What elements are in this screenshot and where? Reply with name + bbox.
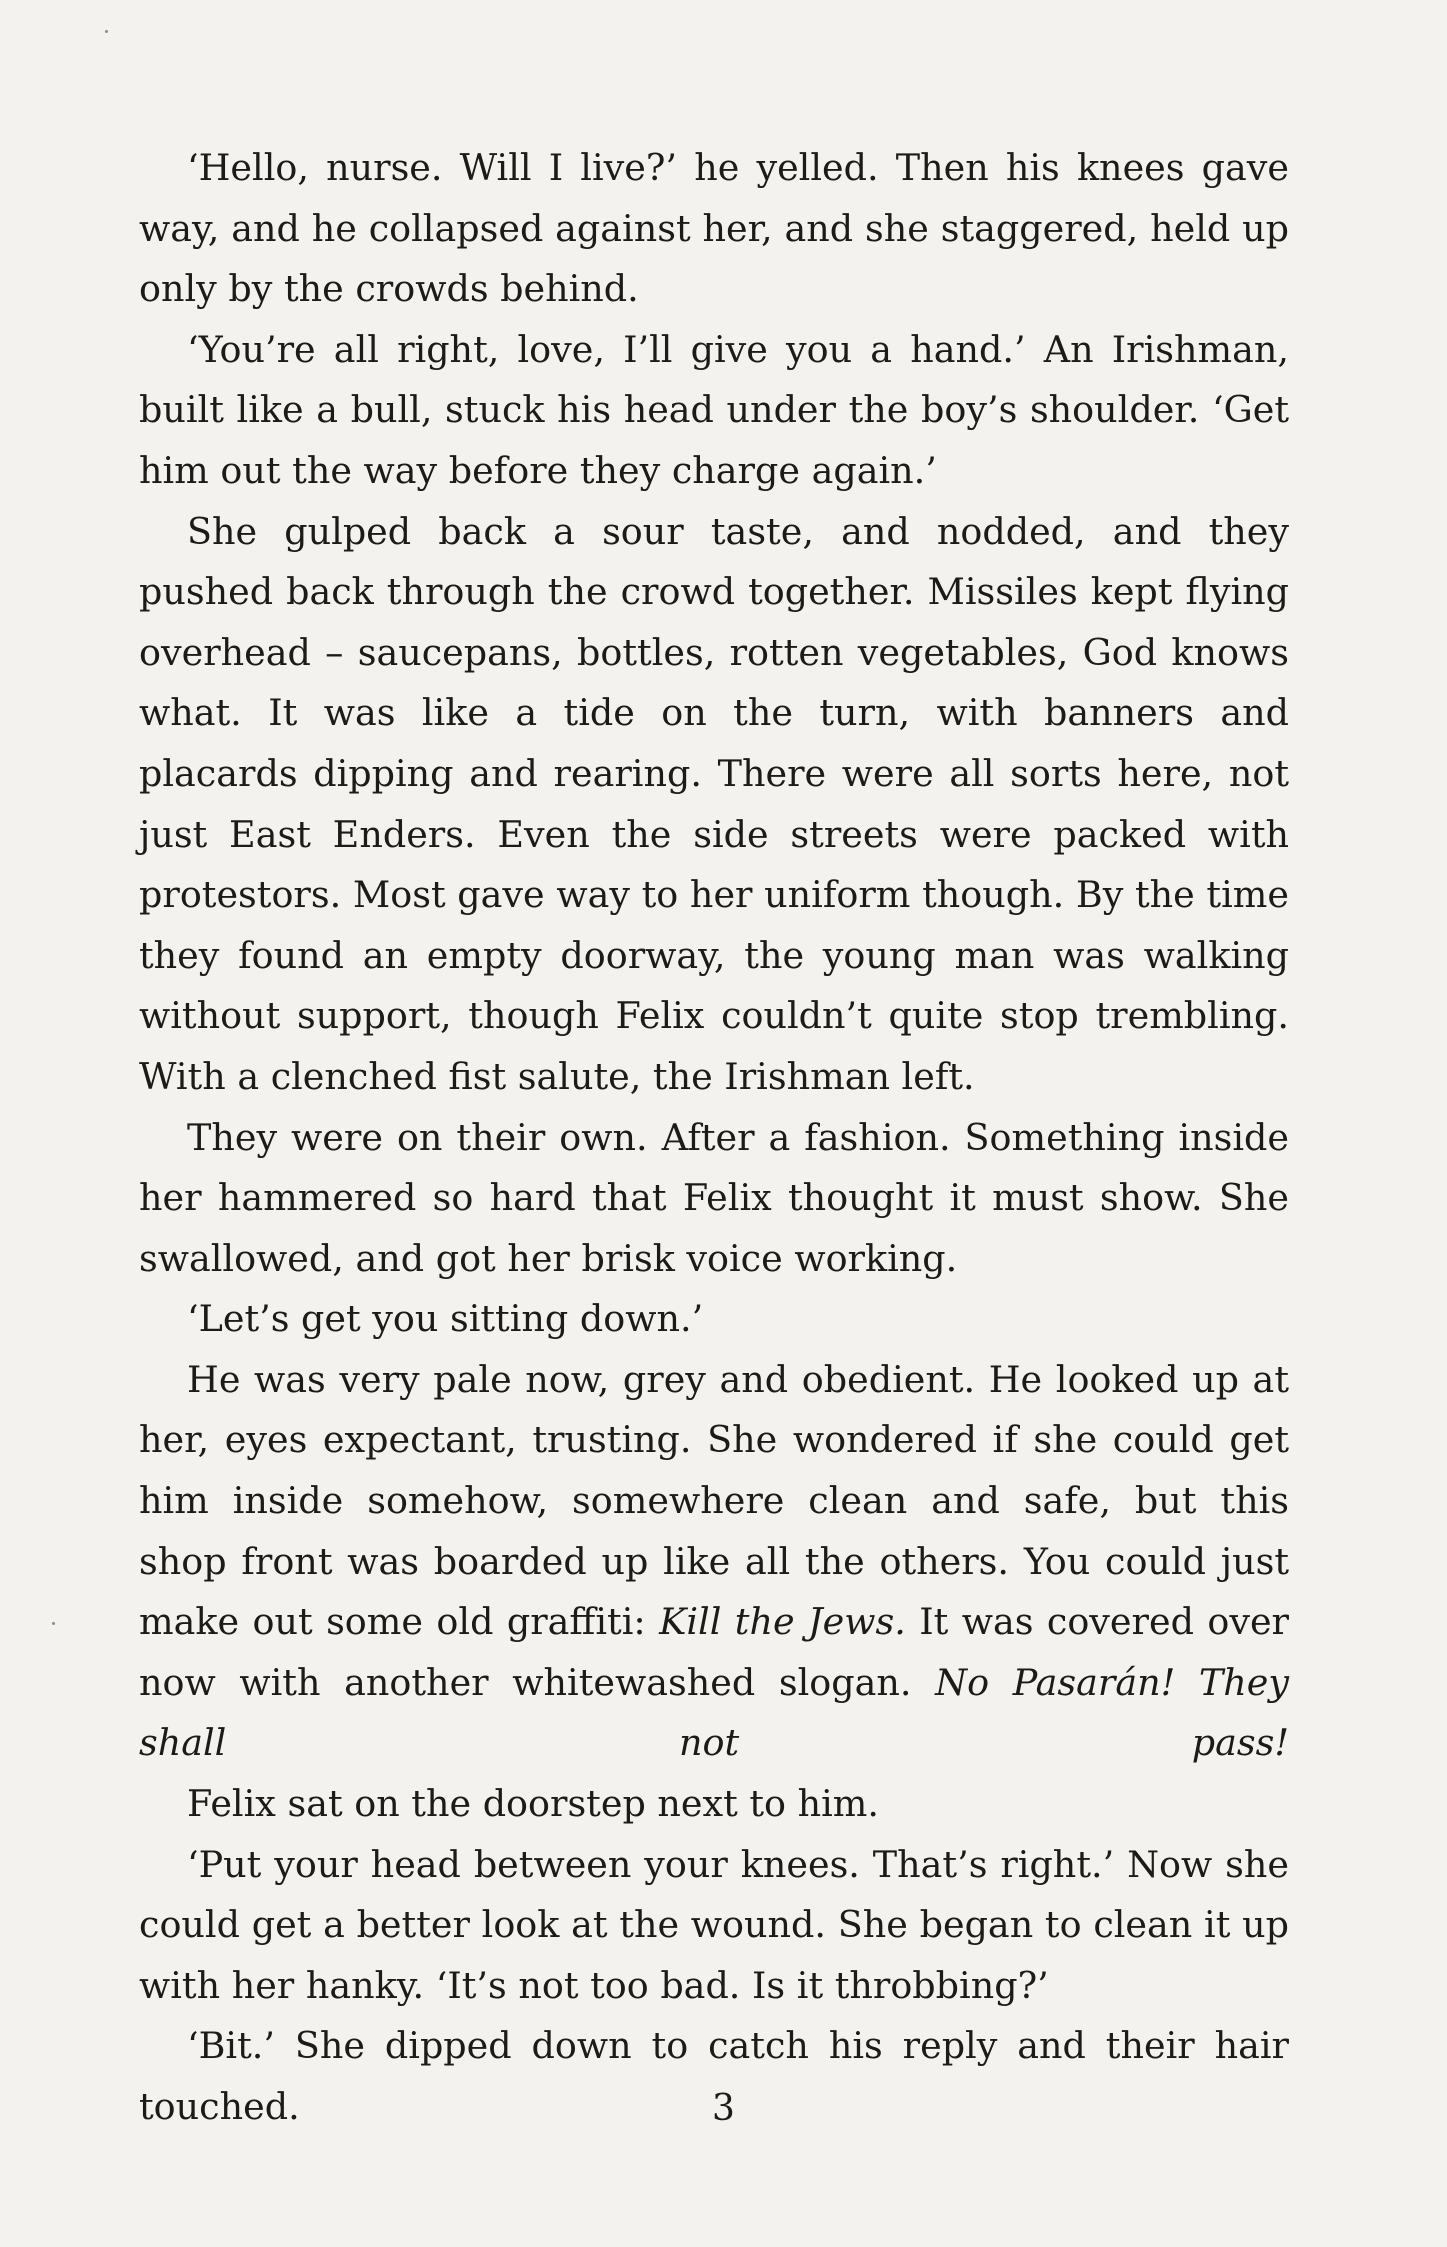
paragraph: ‘Hello, nurse. Will I live?’ he yelled. Then his knees gave way, and he collapsed against her, and she staggered, held up only by the crowds behind. [139,146,1289,311]
paragraph-text: It was covered over now with another whitewashed slogan. [139,1600,1290,1704]
paragraph-text: He was very pale now, grey and obedient. He looked up at her, eyes expectant, trusting. She wondered if she could get him inside somehow, somewhere clean and safe, but this shop front was boarded up like all the others. You could just make out some old graffiti: [139,1357,1289,1644]
paragraph [139,1350,1289,1774]
paragraph: Felix sat on the doorstep next to him. [187,1782,880,1826]
page-number: 3 [712,2088,735,2129]
paragraph: ‘You’re all right, love, I’ll give you a hand.’ An Irishman, built like a bull, stuck his head under the boy’s shoulder. ‘Get him out the way before they charge again.’ [139,327,1289,492]
graffiti-quote: Kill the Jews. [659,1600,906,1644]
paragraph: They were on their own. After a fashion. Something inside her hammered so hard that Felix thought it must show. She swallowed, and got her brisk voice working. [139,1115,1289,1280]
paragraph: ‘Bit.’ She dipped down to catch his reply and their hair touched. [139,2024,1289,2128]
slogan-quote: No Pasarán! They shall not pass! [139,1660,1289,1765]
paper-speck [52,1622,55,1625]
paragraph: ‘Let’s get you sitting down.’ [187,1297,704,1341]
paragraph: ‘Put your head between your knees. That’s right.’ Now she could get a better look at the wound. She began to clean it up with her hanky. ‘It’s not too bad. Is it throbbing?’ [139,1842,1289,2007]
paper-speck [105,30,108,33]
paragraph: She gulped back a sour taste, and nodded, and they pushed back through the crowd together. Missiles kept flying overhead – saucepans, bottles, rotten vegetables, God knows what. It was like a tide on the turn, with banners and placards dipping and rearing. There were all sorts here, not just East Enders. Even the side streets were packed with protestors. Most gave way to her uniform though. By the time they found an empty doorway, the young man was walking without support, though Felix couldn’t quite stop trembling. With a clenched fist salute, the Irishman left. [139,509,1289,1098]
body-text [139,138,1289,2138]
